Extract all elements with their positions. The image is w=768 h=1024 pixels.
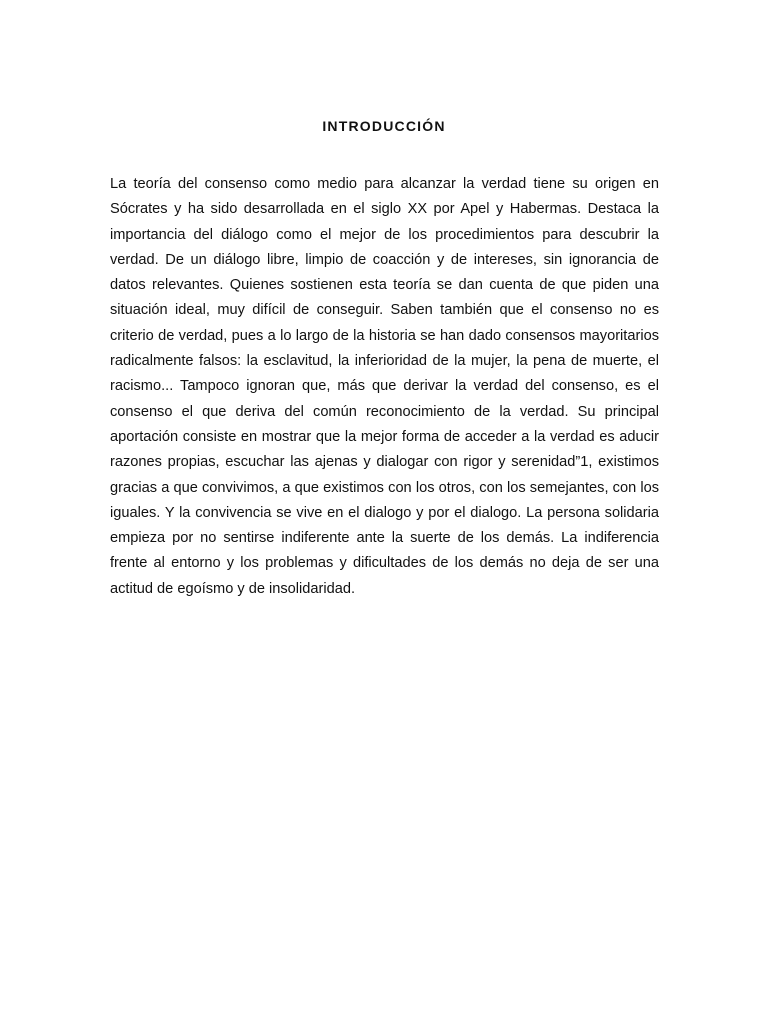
body-paragraph: La teoría del consenso como medio para alcanzar la verdad tiene su origen en Sócrates y ha sido desarrollada en el siglo XX por Apel y Habermas. Destaca la importancia del diálogo como el mejor de los procedimientos para descubrir la verdad. De un diálogo libre, limpio de coacción y de intereses, sin ignorancia de datos relevantes. Quienes sostienen esta teoría se dan cuenta de que piden una situación ideal, muy difícil de conseguir. Saben también que el consenso no es criterio de verdad, pues a lo largo de la historia se han dado consensos mayoritarios radicalmente falsos: la esclavitud, la inferioridad de la mujer, la pena de muerte, el racismo... Tampoco ignoran que, más que derivar la verdad del consenso, es el consenso el que deriva del común reconocimiento de la verdad. Su principal aportación consiste en mostrar que la mejor forma de acceder a la verdad es aducir razones propias, escuchar las ajenas y dialogar con rigor y serenidad”1, existimos gracias a que convivimos, a que existimos con los otros, con los semejantes, con los iguales. Y la convivencia se vive en el dialogo y por el dialogo. La persona solidaria empieza por no sentirse indiferente ante la suerte de los demás. La indiferencia frente al entorno y los problemas y dificultades de los demás no deja de ser una actitud de egoísmo y de insolidaridad. (110, 176, 659, 597)
page-title: INTRODUCCIÓN (322, 118, 446, 134)
